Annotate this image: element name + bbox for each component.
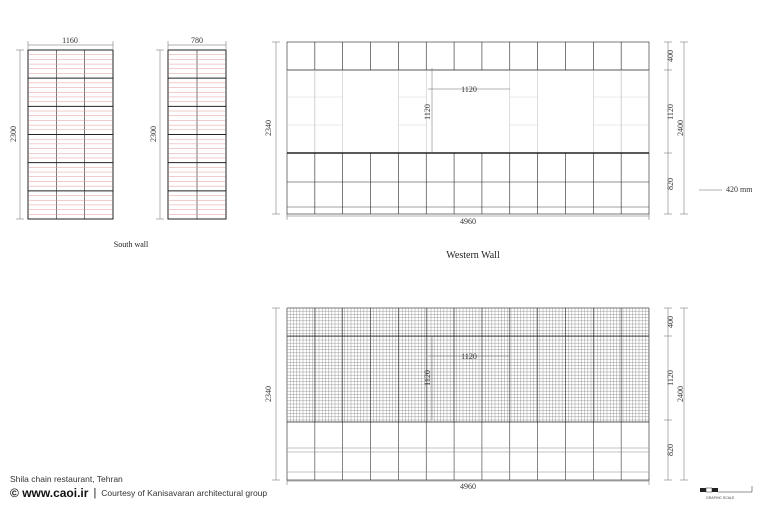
project-title: Shila chain restaurant, Tehran [10, 474, 123, 484]
copyright-icon: © [10, 486, 19, 500]
lower-opening-height-label: 1120 [423, 370, 432, 386]
lower-height-label: 2340 [264, 386, 273, 402]
lower-wall-elevation [264, 308, 688, 491]
western-width-label: 4960 [460, 217, 476, 226]
panel-a-width-label: 1160 [62, 36, 78, 45]
panel-b-grid [168, 50, 226, 219]
south-wall-panel-a [9, 36, 113, 219]
footer-line [10, 486, 267, 500]
western-wall-caption: Western Wall [446, 250, 500, 261]
western-wall-outline [287, 42, 649, 214]
western-opening-height-label: 1120 [423, 104, 432, 120]
western-wall-middle-zone [287, 70, 649, 153]
western-total-right-label: 2400 [676, 120, 685, 136]
courtesy-text: Courtesy of Kanisavaran architectural group [101, 488, 268, 498]
western-right-dim-2: 1120 [666, 104, 675, 120]
lower-opening-width-label: 1120 [461, 352, 477, 361]
lower-right-dim-2: 1120 [666, 370, 675, 386]
western-opening-width-label: 1120 [461, 85, 477, 94]
credits [10, 474, 267, 500]
south-wall-panel-b [149, 36, 226, 219]
copyright-site[interactable] [10, 486, 88, 500]
scale-note: 420 mm [726, 185, 753, 194]
lower-right-dim-1: 400 [666, 316, 675, 328]
western-right-dim-3: 820 [666, 178, 675, 190]
panel-a-grid [28, 50, 113, 219]
graphic-scale [700, 486, 752, 500]
panel-b-width-label: 780 [191, 36, 203, 45]
western-wall-top-band [287, 42, 649, 70]
south-wall-caption: South wall [113, 240, 149, 249]
graphic-scale-label: GRAPHIC SCALE [706, 496, 735, 500]
western-wall-lower-band [287, 153, 649, 214]
lower-width-label: 4960 [460, 482, 476, 491]
lower-wall-mesh [287, 308, 649, 422]
western-right-dim-1: 400 [666, 50, 675, 62]
lower-right-dim-3: 820 [666, 444, 675, 456]
site-link[interactable]: www.caoi.ir [22, 486, 89, 500]
panel-a-height-label: 2300 [9, 126, 18, 142]
separator: | [93, 487, 97, 499]
western-height-label: 2340 [264, 120, 273, 136]
lower-total-right-label: 2400 [676, 386, 685, 402]
western-wall-elevation [264, 42, 688, 226]
panel-b-height-label: 2300 [149, 126, 158, 142]
